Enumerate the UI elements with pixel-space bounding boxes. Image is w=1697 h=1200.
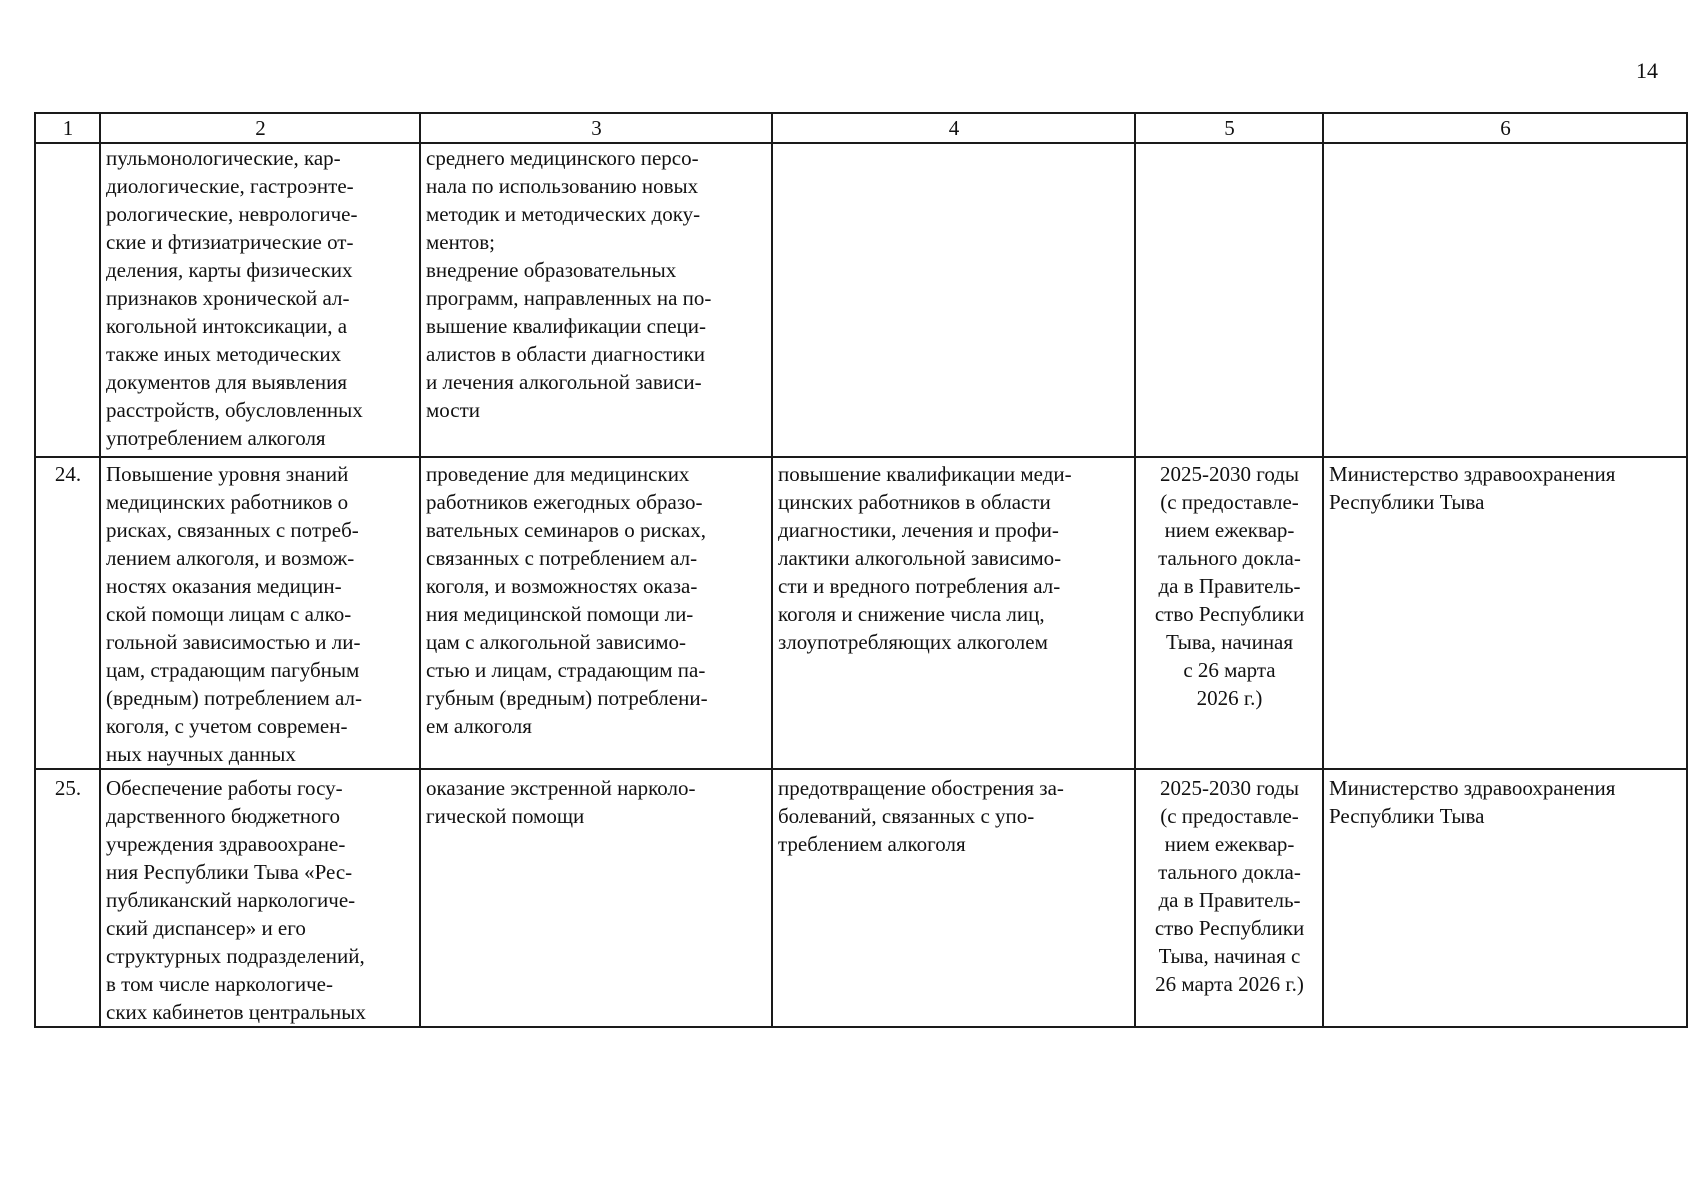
header-col-4: 4 xyxy=(772,113,1135,143)
table-row xyxy=(35,143,1687,457)
cell-measure: Обеспечение работы госу- дарственного бюджетного учреждения здравоохране- ния Республики Тыва «Рес- публиканский наркологиче- ский диспансер» и его структурных подразделений, в том числе наркологиче- ских кабинетов центральных xyxy=(100,769,420,1027)
header-col-3: 3 xyxy=(420,113,772,143)
cell-actions: оказание экстренной нарколо- гической помощи xyxy=(420,769,772,1027)
cell-responsible: Министерство здравоохранения Республики Тыва xyxy=(1323,457,1687,769)
plan-table xyxy=(34,112,1688,1028)
row-number: 25. xyxy=(35,769,100,1027)
cell-measure: Повышение уровня знаний медицинских работников о рисках, связанных с потреб- лением алкоголя, и возмож- ностях оказания медицин- ской помощи лицам с алко- гольной зависимостью и ли- цам, страдающим пагубным (вредным) потреблением ал- коголя, с учетом современ- ных научных данных xyxy=(100,457,420,769)
cell-responsible xyxy=(1323,143,1687,457)
cell-actions: проведение для медицинских работников ежегодных образо- вательных семинаров о рисках, связанных с потреблением ал- коголя, и возможностях оказа- ния медицинской помощи ли- цам с алкогольной зависимо- стью и лицам, страдающим па- губным (вредным) потреблени- ем алкоголя xyxy=(420,457,772,769)
cell-actions: среднего медицинского персо- нала по использованию новых методик и методических доку- ментов; внедрение образовательных программ, направленных на по- вышение квалификации специ- алистов в области диагностики и лечения алкогольной зависи- мости xyxy=(420,143,772,457)
page-number: 14 xyxy=(1636,58,1658,83)
header-col-2: 2 xyxy=(100,113,420,143)
table-header-row xyxy=(35,113,1687,143)
header-col-1: 1 xyxy=(35,113,100,143)
cell-term: 2025-2030 годы (с предоставле- нием ежеквар- тального докла- да в Правитель- ство Республики Тыва, начиная с 26 марта 2026 г.) xyxy=(1135,457,1323,769)
cell-result xyxy=(772,143,1135,457)
cell-measure: пульмонологические, кар- диологические, гастроэнте- рологические, неврологиче- ские и фтизиатрические от- деления, карты физических признаков хронической ал- когольной интоксикации, а также иных методических документов для выявления расстройств, обусловленных употреблением алкоголя xyxy=(100,143,420,457)
row-number: 24. xyxy=(35,457,100,769)
cell-result: повышение квалификации меди- цинских работников в области диагностики, лечения и профи- лактики алкогольной зависимо- сти и вредного потребления ал- коголя и снижение числа лиц, злоупотребляющих алкоголем xyxy=(772,457,1135,769)
cell-result: предотвращение обострения за- болеваний, связанных с упо- треблением алкоголя xyxy=(772,769,1135,1027)
cell-term: 2025-2030 годы (с предоставле- нием ежеквар- тального докла- да в Правитель- ство Республики Тыва, начиная с 26 марта 2026 г.) xyxy=(1135,769,1323,1027)
table-row xyxy=(35,769,1687,1027)
cell-responsible: Министерство здравоохранения Республики Тыва xyxy=(1323,769,1687,1027)
cell-term xyxy=(1135,143,1323,457)
header-col-5: 5 xyxy=(1135,113,1323,143)
header-col-6: 6 xyxy=(1323,113,1687,143)
row-number xyxy=(35,143,100,457)
table-row xyxy=(35,457,1687,769)
